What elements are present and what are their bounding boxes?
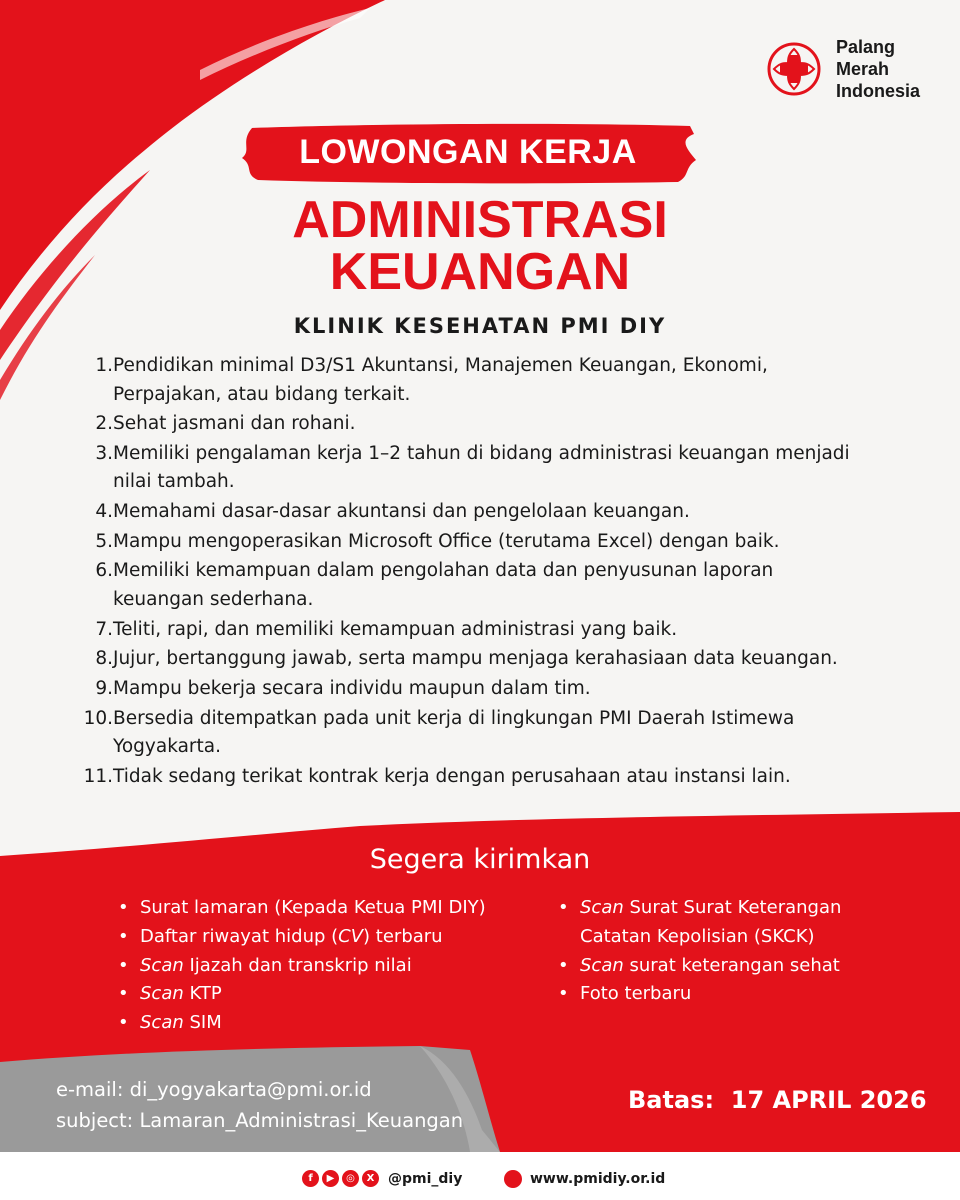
instagram-icon[interactable]: ◎ bbox=[342, 1170, 359, 1187]
bullet-icon: • bbox=[118, 983, 129, 1005]
social-links bbox=[302, 1170, 462, 1187]
document-text bbox=[140, 980, 222, 1009]
document-item bbox=[118, 1009, 538, 1038]
requirement-text: Jujur, bertanggung jawab, serta mampu menjaga kerahasiaan data keuangan. bbox=[113, 648, 838, 670]
document-text-italic: CV bbox=[338, 925, 364, 947]
contact-info bbox=[56, 1074, 463, 1136]
requirement-text: Teliti, rapi, dan memiliki kemampuan administrasi yang baik. bbox=[113, 618, 678, 640]
bullet-icon: • bbox=[118, 925, 129, 947]
globe-icon bbox=[504, 1170, 522, 1188]
youtube-icon[interactable]: ▶ bbox=[322, 1170, 339, 1187]
document-text-italic: Scan bbox=[580, 897, 624, 918]
bullet-icon: • bbox=[558, 954, 569, 976]
x-icon[interactable]: X bbox=[362, 1170, 379, 1187]
document-text-part: surat keterangan sehat bbox=[623, 954, 840, 976]
document-text bbox=[580, 980, 691, 1009]
requirement-text: Memahami dasar-dasar akuntansi dan pengelolaan keuangan. bbox=[113, 501, 690, 523]
deadline-text: Batas: 17 APRIL 2026 bbox=[628, 1086, 927, 1114]
requirement-item bbox=[70, 352, 870, 409]
requirement-text: Bersedia ditempatkan pada unit kerja di lingkungan PMI Daerah Istimewa Yogyakarta. bbox=[113, 707, 795, 758]
requirement-number: 2. bbox=[95, 413, 113, 435]
document-text-italic: Scan bbox=[140, 983, 184, 1005]
pmi-logo bbox=[766, 36, 920, 102]
document-item bbox=[118, 923, 538, 952]
document-item bbox=[118, 894, 538, 923]
requirement-text: Mampu mengoperasikan Microsoft Office (terutama Excel) dengan baik. bbox=[113, 530, 780, 552]
requirement-number: 6. bbox=[95, 560, 113, 582]
requirement-number: 4. bbox=[95, 501, 113, 523]
requirement-item bbox=[70, 410, 870, 439]
bullet-icon: • bbox=[558, 897, 569, 918]
document-item bbox=[558, 894, 888, 952]
logo-wordmark bbox=[836, 36, 920, 102]
requirement-item bbox=[70, 557, 870, 614]
document-text bbox=[140, 923, 443, 952]
document-text-part: Ijazah dan transkrip nilai bbox=[183, 954, 412, 976]
logo-line-2: Merah bbox=[836, 59, 890, 79]
documents-list-left bbox=[118, 894, 538, 1038]
requirement-item bbox=[70, 616, 870, 645]
document-text bbox=[140, 1009, 222, 1038]
document-item bbox=[558, 952, 888, 981]
document-text-part: Surat Surat Keterangan Catatan Kepolisian (SKCK) bbox=[580, 897, 842, 947]
document-text bbox=[140, 952, 412, 981]
requirement-number: 11. bbox=[83, 765, 113, 787]
requirement-text: Pendidikan minimal D3/S1 Akuntansi, Manajemen Keuangan, Ekonomi, Perpajakan, atau bidang terkait. bbox=[113, 355, 768, 405]
logo-line-1: Palang bbox=[836, 37, 896, 57]
requirement-item bbox=[70, 528, 870, 557]
document-text-italic: Scan bbox=[140, 1012, 184, 1034]
bullet-icon: • bbox=[558, 983, 569, 1005]
requirement-number: 5. bbox=[95, 530, 113, 552]
document-item bbox=[118, 980, 538, 1009]
apply-heading: Segera kirimkan bbox=[369, 844, 591, 875]
requirement-item bbox=[70, 498, 870, 527]
footer-bar bbox=[0, 1152, 960, 1200]
job-title bbox=[160, 191, 800, 301]
document-text-part: KTP bbox=[183, 983, 222, 1005]
requirement-text: Sehat jasmani dan rohani. bbox=[113, 413, 356, 435]
requirement-item bbox=[70, 763, 870, 792]
subject-line: subject: Lamaran_Administrasi_Keuangan bbox=[56, 1109, 464, 1132]
document-text-part: Surat lamaran (Kepada Ketua PMI DIY) bbox=[140, 897, 486, 918]
social-handle[interactable]: @pmi_diy bbox=[388, 1170, 463, 1187]
employer-subtitle: KLINIK KESEHATAN PMI DIY bbox=[293, 314, 667, 338]
document-item bbox=[118, 952, 538, 981]
requirement-item bbox=[70, 645, 870, 674]
document-text-part: SIM bbox=[183, 1012, 222, 1034]
requirement-text: Mampu bekerja secara individu maupun dalam tim. bbox=[113, 678, 591, 699]
document-text bbox=[580, 894, 888, 952]
document-text-italic: Scan bbox=[140, 954, 184, 976]
document-text bbox=[580, 952, 840, 981]
bullet-icon: • bbox=[118, 954, 129, 976]
document-text bbox=[140, 894, 486, 923]
email-line[interactable]: e-mail: di_yogyakarta@pmi.or.id bbox=[56, 1078, 372, 1101]
job-title-line-2: KEUANGAN bbox=[329, 243, 631, 301]
logo-line-3: Indonesia bbox=[836, 81, 921, 101]
requirement-number: 1. bbox=[95, 355, 113, 376]
document-text-italic: Scan bbox=[580, 954, 624, 976]
bullet-icon: • bbox=[118, 1012, 129, 1034]
job-vacancy-banner: LOWONGAN KERJA bbox=[299, 133, 637, 171]
requirement-number: 3. bbox=[95, 442, 113, 464]
requirement-number: 7. bbox=[95, 618, 113, 640]
document-item bbox=[558, 980, 888, 1009]
website-url[interactable]: www.pmidiy.or.id bbox=[530, 1171, 666, 1187]
requirement-number: 9. bbox=[95, 678, 113, 699]
requirement-number: 8. bbox=[95, 648, 113, 670]
document-text-part: Foto terbaru bbox=[580, 983, 692, 1005]
requirement-number: 10. bbox=[83, 707, 113, 729]
requirement-item bbox=[70, 440, 870, 497]
requirements-list bbox=[70, 352, 870, 793]
requirement-text: Memiliki kemampuan dalam pengolahan data dan penyusunan laporan keuangan sederhana. bbox=[113, 560, 774, 610]
requirement-text: Memiliki pengalaman kerja 1–2 tahun di bidang administrasi keuangan menjadi nilai tambah. bbox=[113, 442, 850, 493]
job-title-line-1: ADMINISTRASI bbox=[292, 191, 668, 249]
requirement-text: Tidak sedang terikat kontrak kerja dengan perusahaan atau instansi lain. bbox=[113, 765, 791, 787]
facebook-icon[interactable]: f bbox=[302, 1170, 319, 1187]
documents-list-right bbox=[558, 894, 888, 1009]
document-text-part: Daftar riwayat hidup ( bbox=[140, 925, 339, 947]
red-cross-logo-icon bbox=[766, 41, 822, 97]
requirement-item bbox=[70, 705, 870, 762]
bullet-icon: • bbox=[118, 897, 129, 918]
website-link[interactable] bbox=[504, 1170, 665, 1188]
requirement-item bbox=[70, 675, 870, 704]
document-text-part: ) terbaru bbox=[363, 925, 443, 947]
